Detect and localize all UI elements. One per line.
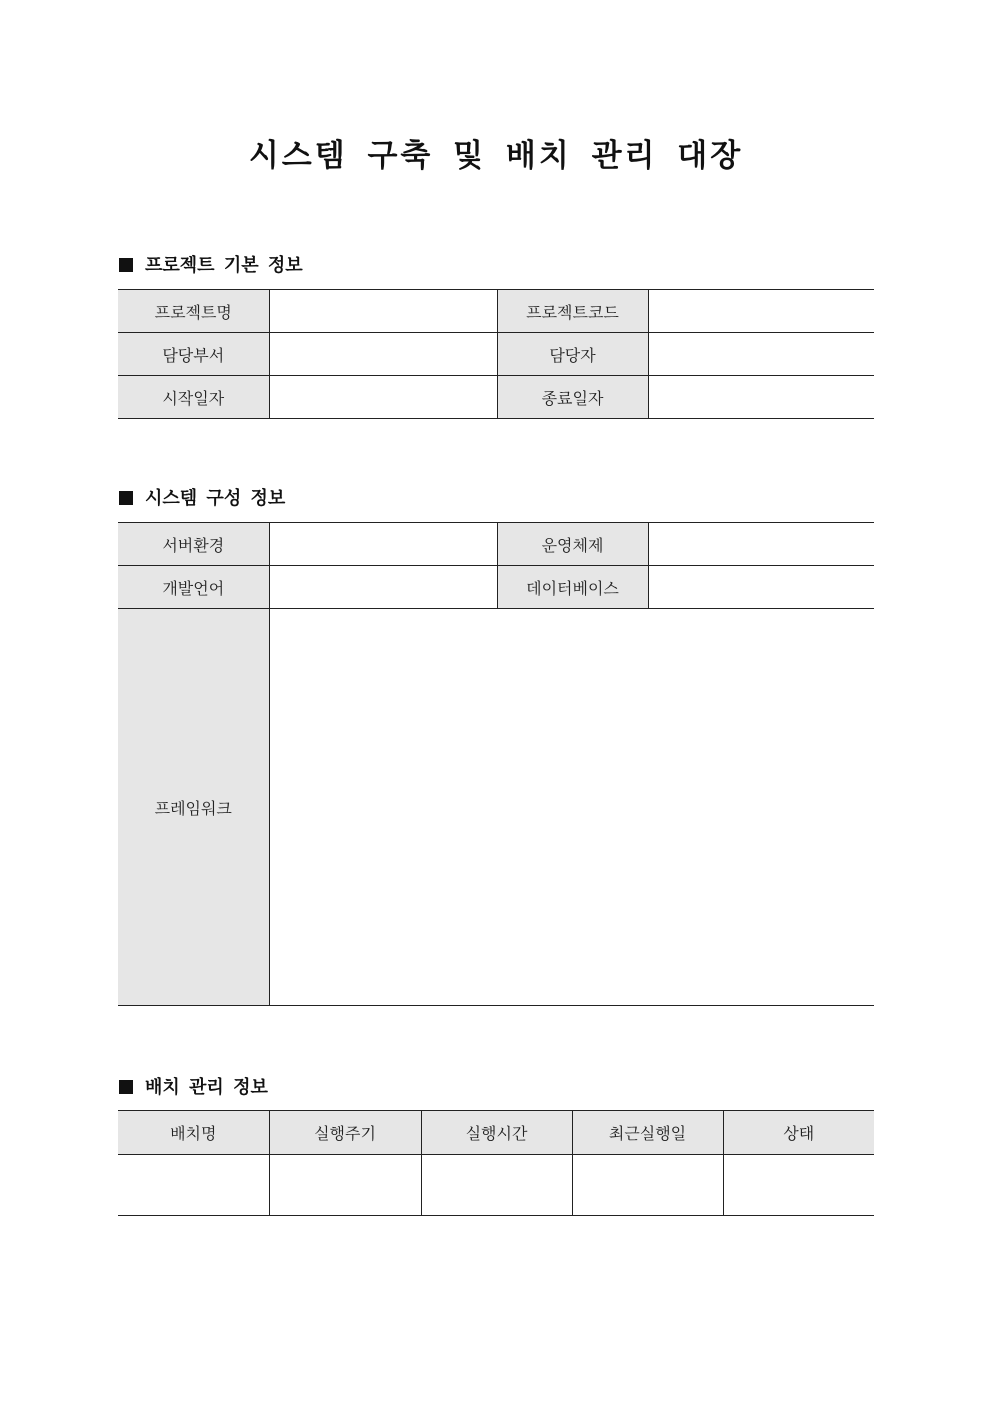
square-bullet-icon	[119, 491, 133, 505]
table-row	[118, 609, 874, 1006]
section-heading-label: 프로젝트 기본 정보	[145, 255, 303, 276]
last-run-cell[interactable]	[572, 1155, 723, 1216]
department-field[interactable]	[269, 333, 497, 376]
project-code-field[interactable]	[648, 290, 874, 333]
batch-name-cell[interactable]	[118, 1155, 269, 1216]
manager-field[interactable]	[648, 333, 874, 376]
batch-info-table	[118, 1110, 874, 1216]
column-header-status: 상태	[723, 1111, 874, 1155]
table-row	[118, 376, 874, 419]
label-dev-language: 개발언어	[118, 566, 269, 609]
project-info-table	[118, 289, 874, 419]
label-project-code: 프로젝트코드	[497, 290, 648, 333]
table-header-row	[118, 1111, 874, 1155]
run-cycle-cell[interactable]	[269, 1155, 421, 1216]
table-row	[118, 333, 874, 376]
table-row	[118, 523, 874, 566]
label-department: 담당부서	[118, 333, 269, 376]
column-header-batch-name: 배치명	[118, 1111, 269, 1155]
table-row	[118, 290, 874, 333]
column-header-run-time: 실행시간	[421, 1111, 572, 1155]
dev-language-field[interactable]	[269, 566, 497, 609]
server-env-field[interactable]	[269, 523, 497, 566]
label-os: 운영체제	[497, 523, 648, 566]
label-start-date: 시작일자	[118, 376, 269, 419]
label-database: 데이터베이스	[497, 566, 648, 609]
square-bullet-icon	[119, 1080, 133, 1094]
framework-field[interactable]	[269, 609, 874, 1006]
section-heading-label: 시스템 구성 정보	[145, 488, 286, 509]
label-end-date: 종료일자	[497, 376, 648, 419]
column-header-run-cycle: 실행주기	[269, 1111, 421, 1155]
status-cell[interactable]	[723, 1155, 874, 1216]
table-row	[118, 1155, 874, 1216]
label-project-name: 프로젝트명	[118, 290, 269, 333]
section-heading-project	[119, 250, 303, 278]
end-date-field[interactable]	[648, 376, 874, 419]
label-server-env: 서버환경	[118, 523, 269, 566]
section-heading-batch	[119, 1072, 268, 1100]
square-bullet-icon	[119, 258, 133, 272]
section-heading-system	[119, 483, 285, 511]
project-name-field[interactable]	[269, 290, 497, 333]
table-row	[118, 566, 874, 609]
os-field[interactable]	[648, 523, 874, 566]
section-heading-label: 배치 관리 정보	[145, 1077, 268, 1098]
system-info-table	[118, 522, 874, 1006]
database-field[interactable]	[648, 566, 874, 609]
page-title: 시스템 구축 및 배치 관리 대장	[248, 138, 744, 174]
column-header-last-run: 최근실행일	[572, 1111, 723, 1155]
label-manager: 담당자	[497, 333, 648, 376]
label-framework: 프레임워크	[118, 609, 269, 1006]
start-date-field[interactable]	[269, 376, 497, 419]
run-time-cell[interactable]	[421, 1155, 572, 1216]
